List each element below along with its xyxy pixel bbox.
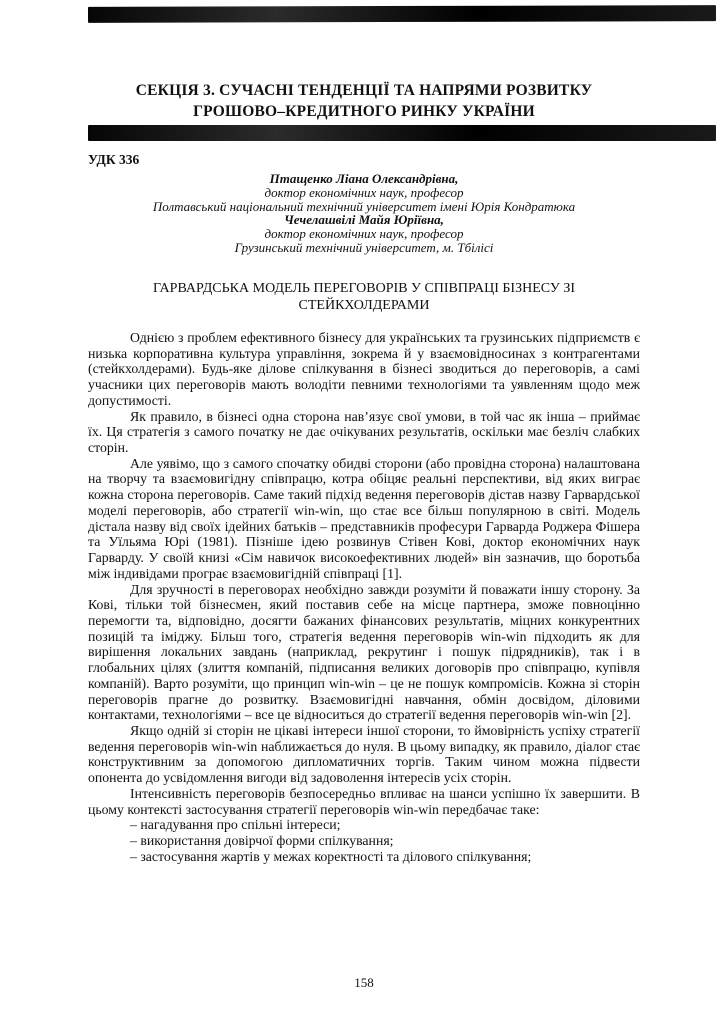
article-title: ГАРВАРДСЬКА МОДЕЛЬ ПЕРЕГОВОРІВ У СПІВПРАЦІ БІЗНЕСУ ЗІ СТЕЙКХОЛДЕРАМИ <box>152 281 575 313</box>
paragraph-4: Для зручності в переговорах необхідно завжди розуміти й поважати іншу сторону. За Кові, тільки той бізнесмен, який поставив себе на місце партнера, зможе повноцінно перемогти та, відповідно, досягти бажаних фінансових результатів, міцних конкурентних позицій та іміджу. Більш того, стратегія ведення переговорів win-win підходить як для вирішення локальних завдань (наприклад, рекрутинг і пошук підрядників), так і в глобальних цілях (злиття компаній, підписання великих договорів про співпрацю, купівля компаній). Варто розуміти, що принцип win-win – це не пошук компромісів. Кожна зі сторін переговорів прагне до розвитку. Взаємовигідні навчання, обмін досвідом, діловими контактами, технологіями – все це відноситься до стратегії ведення переговорів win-win [2]. <box>88 581 640 723</box>
article-body <box>88 330 640 864</box>
list-item-3: – застосування жартів у межах коректності та ділового спілкування; <box>130 848 532 864</box>
author-1-affiliation: Полтавський національний технічний університет імені Юрія Кондратюка <box>152 198 576 214</box>
section-heading <box>88 80 640 122</box>
author-1-degree: доктор економічних наук, професор <box>264 184 464 200</box>
author-1-name: Птащенко Ліана Олександрівна, <box>269 171 459 186</box>
page-number: 158 <box>354 975 374 990</box>
paragraph-2: Як правило, в бізнесі одна сторона нав’язує свої умови, в той час як інша – приймає їх. Ця стратегія з самого початку не дає очікуваних результатів, оскільки має безліч слабких сторін. <box>88 408 640 456</box>
authors-block <box>88 172 640 255</box>
paragraph-1: Однією з проблем ефективного бізнесу для українських та грузинських підприємств є низька корпоративна культура управління, зокрема й у взаємовідносинах з контрагентами (стейкхолдерами). Будь-яке ділове спілкування в бізнесі зводиться до переговорів, а самі учасники цих переговорів мають володіти певними технологіями та уявленням щодо меж допустимості. <box>88 330 640 408</box>
paragraph-3: Але уявімо, що з самого спочатку обидві сторони (або провідна сторона) налаштована на творчу та взаємовигідну співпрацю, котра обіцяє реальні перспективи, від яких виграє кожна сторона переговорів. Саме такий підхід ведення переговорів дістав назву Гарвардської моделі переговорів, або стратегії win-win, що стає все більш популярною в світі. Модель дістала назву від своїх ідейних батьків – представників професури Гарварда Роджера Фішера та Уїльяма Юрі (1981). Пізніше ідею розвинув Стівен Кові, доктор економічних наук Гарварду. У своїй книзі «Сім навичок високоефективних людей» він зазначив, що боротьба між індивідами програє взаємовигідній співпраці [1]. <box>88 455 640 581</box>
paragraph-6: Інтенсивність переговорів безпосередньо впливає на шанси успішно їх завершити. В цьому контексті застосування стратегії переговорів win-win передбачає таке: <box>88 785 640 817</box>
scan-artifact-bar-bottom <box>88 125 716 141</box>
section-heading-line1: СЕКЦІЯ 3. СУЧАСНІ ТЕНДЕНЦІЇ ТА НАПРЯМИ РОЗВИТКУ <box>135 82 593 99</box>
udc-code: УДК 336 <box>88 152 140 167</box>
author-2-name: Чечелашвілі Майя Юріївна, <box>284 212 444 228</box>
paragraph-5: Якщо одній зі сторін не цікаві інтереси іншої сторони, то ймовірність успіху стратегії ведення переговорів win-win наближається до нуля. В цьому випадку, як правило, діалог стає конструктивним за допомогою дипломатичних торгів. Таким чином можна підвести опонента до усвідомлення вигоди від задоволення інтересів усіх сторін. <box>88 722 640 786</box>
list-item-2: – використання довірчої форми спілкування; <box>130 833 394 848</box>
author-2-affiliation: Грузинський технічний університет, м. Тбілісі <box>234 239 494 255</box>
scan-artifact-bar-top <box>88 5 716 23</box>
author-2-degree: доктор економічних наук, професор <box>264 226 464 242</box>
list-item-1: – нагадування про спільні інтереси; <box>130 817 341 833</box>
section-heading-line2: ГРОШОВО–КРЕДИТНОГО РИНКУ УКРАЇНИ <box>193 103 535 120</box>
